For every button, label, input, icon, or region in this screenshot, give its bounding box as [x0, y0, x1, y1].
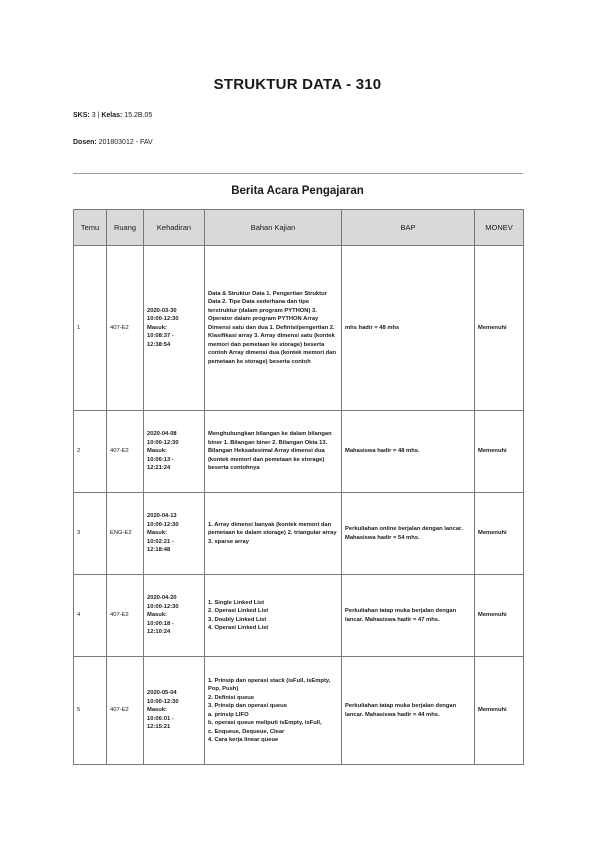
divider — [73, 173, 523, 174]
cell-kehadiran: 2020-04-13 10:00-12:30 Masuk: 10:02:21 - 12:18:48 — [144, 493, 205, 575]
table-row — [74, 657, 524, 765]
header-temu: Temu — [74, 210, 107, 246]
table-header-row — [74, 210, 524, 246]
cell-monev: Memenuhi — [475, 411, 524, 493]
section-title: Berita Acara Pengajaran — [231, 185, 364, 197]
header-bap: BAP — [342, 210, 475, 246]
table-row — [74, 411, 524, 493]
sks-value: 3 — [91, 112, 96, 119]
cell-bahan-kajian: 1. Prinsip dan operasi stack (isFull, isEmpty, Pop, Push) 2. Definisi queue 3. Prinsip dan operasi queue a. prinsip LIFO b. operasi queue meliputi isEmpty, isFull, c. Enqueue, Dequeue, Clear 4. Cara kerja linear queue — [205, 657, 342, 765]
cell-ruang: 407-E2 — [107, 246, 144, 411]
lecturer-meta — [73, 139, 153, 146]
header-bahan-kajian: Bahan Kajian — [205, 210, 342, 246]
cell-bahan-kajian: 1. Array dimensi banyak (kontek memori dan pemetaan ke dalam storage) 2. triangular array 3. sparse array — [205, 493, 342, 575]
cell-ruang: 407-E2 — [107, 411, 144, 493]
cell-monev: Memenuhi — [475, 575, 524, 657]
table-row — [74, 246, 524, 411]
cell-temu: 1 — [74, 246, 107, 411]
table-row — [74, 575, 524, 657]
cell-kehadiran: 2020-05-04 10:00-12:30 Masuk: 10:06:01 - 12:15:21 — [144, 657, 205, 765]
sks-label: SKS: — [73, 112, 90, 119]
kelas-label: Kelas: — [101, 112, 123, 119]
course-title: STRUKTUR DATA - 310 — [213, 76, 382, 93]
cell-temu: 2 — [74, 411, 107, 493]
meta-separator: | — [97, 112, 100, 119]
cell-temu: 3 — [74, 493, 107, 575]
header-kehadiran: Kehadiran — [144, 210, 205, 246]
cell-bahan-kajian: 1. Single Linked List 2. Operasi Linked List 3. Doubly Linked List 4. Operasi Linked List — [205, 575, 342, 657]
cell-temu: 5 — [74, 657, 107, 765]
header-monev: MONEV — [475, 210, 524, 246]
table-row — [74, 493, 524, 575]
cell-kehadiran: 2020-03-30 10:00-12:30 Masuk: 10:08:37 - 12:38:54 — [144, 246, 205, 411]
cell-kehadiran: 2020-04-08 10:00-12:30 Masuk: 10:06:13 - 12:21:24 — [144, 411, 205, 493]
cell-bap: Perkuliahan online berjalan dengan lancar. Mahasiswa hadir = 54 mhs. — [342, 493, 475, 575]
kelas-value: 15.2B.05 — [124, 112, 153, 119]
cell-bahan-kajian: Data & Struktur Data 1. Pengertian Struktur Data 2. Tipe Data sederhana dan tipe terstruktur (dalam program PYTHON) 3. Operator dalam program PYTHON Array Dimensi satu dan dua 1. Definisi/pengertian 2. Klasifikasi array 3. Array dimensi satu (kontek memori dan pemetaan ke storage) beserta contoh Array dimensi dua (kontek memori dan pemetaan ke storage) beserta contoh — [205, 246, 342, 411]
cell-monev: Memenuhi — [475, 493, 524, 575]
cell-bap: Perkuliahan tatap muka berjalan dengan lancar. Mahasiswa hadir = 47 mhs. — [342, 575, 475, 657]
header-ruang: Ruang — [107, 210, 144, 246]
bap-table — [73, 209, 524, 765]
dosen-label: Dosen: — [73, 139, 97, 146]
cell-bap: mhs hadir = 48 mhs — [342, 246, 475, 411]
cell-ruang: 407-E2 — [107, 575, 144, 657]
cell-bap: Perkuliahan tatap muka berjalan dengan lancar. Mahasiswa hadir = 44 mhs. — [342, 657, 475, 765]
cell-monev: Memenuhi — [475, 246, 524, 411]
cell-kehadiran: 2020-04-20 10:00-12:30 Masuk: 10:00:18 - 12:10:24 — [144, 575, 205, 657]
cell-bap: Mahasiswa hadir = 48 mhs. — [342, 411, 475, 493]
cell-bahan-kajian: Menghubungkan bilangan ke dalam bilangan biner 1. Bilangan biner 2. Bilangan Okta 13. Bilangan Heksadesimal Array dimensi dua (kontek memori dan pemetaan ke storage) beserta contohnya — [205, 411, 342, 493]
course-meta — [73, 112, 152, 119]
cell-monev: Memenuhi — [475, 657, 524, 765]
cell-ruang: ENG-E2 — [107, 493, 144, 575]
dosen-value: 201803012 - FAV — [98, 139, 153, 146]
cell-temu: 4 — [74, 575, 107, 657]
cell-ruang: 407-E2 — [107, 657, 144, 765]
